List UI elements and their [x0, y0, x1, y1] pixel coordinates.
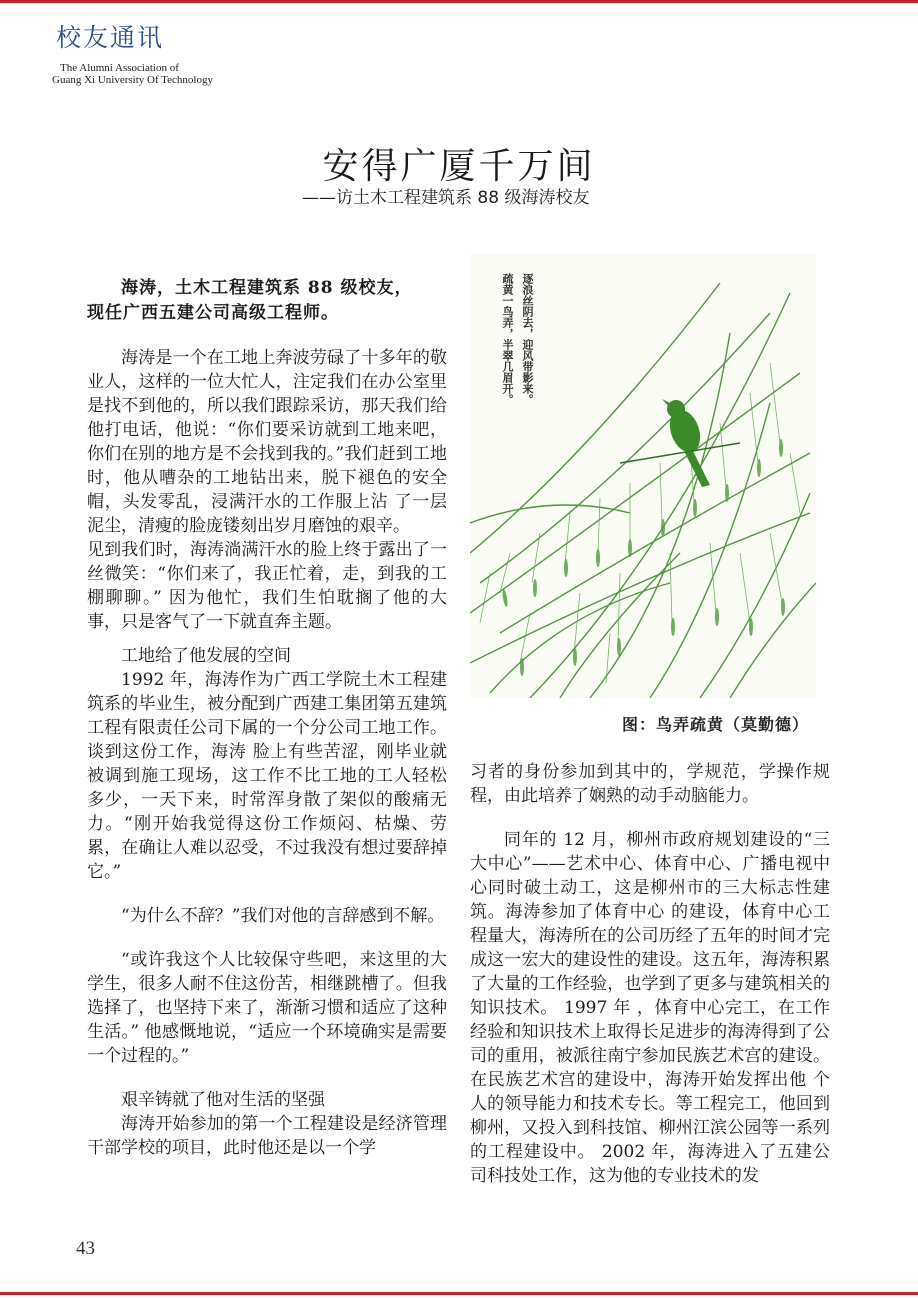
bird-on-willow-image	[470, 253, 816, 698]
intro-line-1: 海涛，土木工程建筑系 88 级校友，	[121, 278, 413, 298]
paragraph-3: 1992 年，海涛作为广西工学院土木工程建筑系的毕业生，被分配到广西建工集团第五建筑工程有限责任公司下属的一个分公司工地工作。谈到这份工作，海涛 脸上有些苦涩，刚毕业就被调到施工现场，这工作不比工地的工人轻松 多少，一天下来，时常浑身散了架似的酸痛无力。“刚开始我觉得这份工作烦闷、枯燥、劳累，在确让人难以忍受，不过我没有想过要辞掉它。”	[87, 670, 447, 882]
article-title: 安得广厦千万间	[322, 146, 596, 187]
paragraph-2: 见到我们时，海涛淌满汗水的脸上终于露出了一丝微笑：“你们来了，我正忙着，走，到我的工棚聊聊。” 因为他忙，我们生怕耽搁了他的大事，只是客气了一下就直奔主题。	[87, 540, 447, 632]
section-heading-1: 工地给了他发展的空间	[121, 646, 291, 666]
figure-caption: 图：鸟弄疏黄（莫勤德）	[622, 715, 810, 734]
paragraph-7: 习者的身份参加到其中的，学规范，学操作规程，由此培养了娴熟的动手动脑能力。	[470, 762, 830, 806]
paragraph-5: “或许我这个人比较保守些吧，来这里的大学生，很多人耐不住这份苦，相继跳槽了。但我选择了，也坚持下来了，渐渐习惯和适应了这种生活。” 他感慨地说，“适应一个环境确实是需要一个过程的。”	[87, 950, 447, 1066]
top-rule	[0, 0, 918, 3]
paragraph-6: 海涛开始参加的第一个工程建设是经济管理干部学校的项目，此时他还是以一个学	[87, 1114, 447, 1158]
paragraph-4: “为什么不辞？”我们对他的言辞感到不解。	[121, 906, 445, 926]
paragraph-1: 海涛是一个在工地上奔波劳碌了十多年的敬业人，这样的一位大忙人，注定我们在办公室里是找不到他的，所以我们跟踪采访，那天我们给他打电话，他说：“你们要采访就到工地来吧，你们在别的地方是不会找到我的。”我们赶到工地时，他从嘈杂的工地钻出来，脱下褪色的安全帽，头发零乱，浸满汗水的工作服上沾 了一层泥尘，清瘦的脸庞镂刻出岁月磨蚀的艰辛。	[87, 348, 447, 536]
left-column	[87, 276, 447, 1160]
poem-column-2: 疏黄一鸟弄，半翠几眉开。	[501, 273, 514, 405]
masthead-english-line1: The Alumni Association of	[60, 62, 179, 74]
intro-line-2: 现任广西五建公司高级工程师。	[87, 303, 339, 323]
bottom-rule	[0, 1292, 918, 1295]
masthead-english-line2: Guang Xi University Of Technology	[52, 74, 213, 86]
poem-column-1: 逐浪丝阴去，迎风带影来。	[521, 273, 534, 405]
masthead-english	[52, 62, 213, 86]
masthead-title: 校友通讯	[56, 23, 165, 52]
page-number: 43	[76, 1238, 95, 1259]
paragraph-8: 同年的 12 月，柳州市政府规划建设的“三大中心”——艺术中心、体育中心、广播电视中心同时破土动工，这是柳州市的三大标志性建筑。海涛参加了体育中心 的建设，体育中心工程量大，海涛所在的公司历经了五年的时间才完成这一宏大的建设性的建设。这五年，海涛积累了大量的工作经验，也学到了更多与建筑相关的 知识技术。 1997 年 ，体育中心完工，在工作经验和知识技术上取得长足进步的海涛得到了公司的重用，被派往南宁参加民族艺术宫的建设。在民族艺术宫的建设中，海涛开始发挥出他 个人的领导能力和技术专长。等工程完工，他回到柳州，又投入到科技馆、柳州江滨公园等一系列的工程建设中。 2002 年，海涛进入了五建公司科技处工作，这为他的专业技术的发	[470, 830, 830, 1186]
section-heading-2: 艰辛铸就了他对生活的坚强	[121, 1090, 325, 1110]
bird	[662, 399, 710, 487]
article-subtitle: ——访土木工程建筑系 88 级海涛校友	[302, 188, 590, 208]
right-column	[470, 760, 830, 1188]
